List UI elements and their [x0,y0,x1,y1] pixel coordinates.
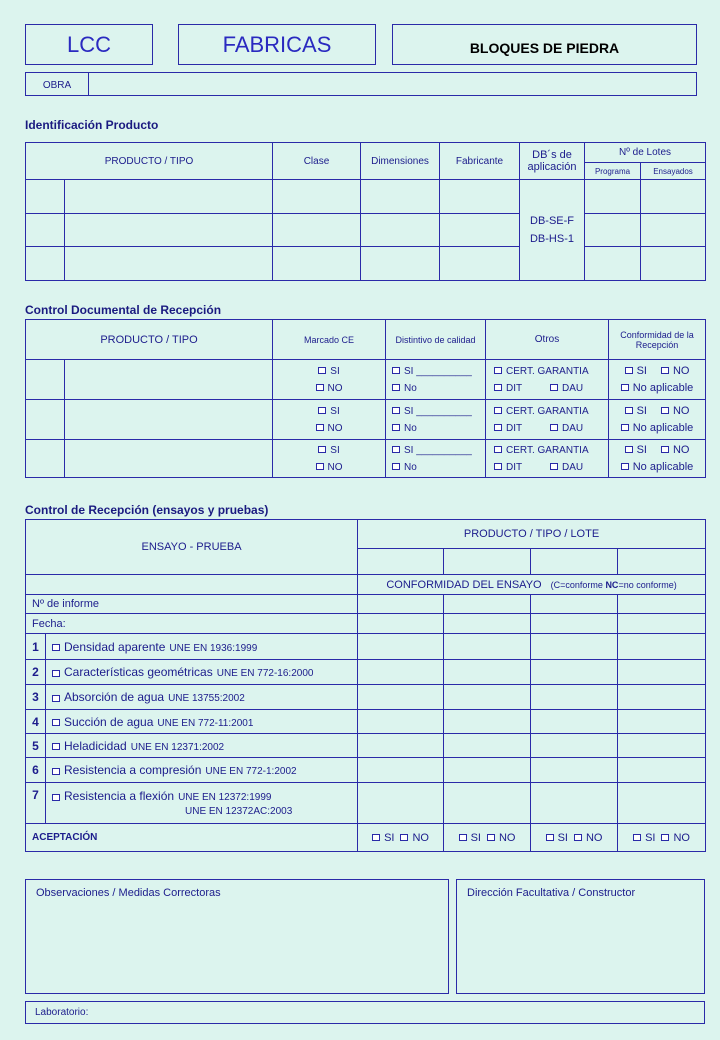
db-hs-1: DB-HS-1 [529,233,574,245]
test-name[interactable]: Heladicidad UNE EN 12371:2002 [46,734,358,758]
informe-cell[interactable] [618,595,706,614]
marcado-no[interactable]: NO [273,420,385,437]
producto-cell[interactable] [65,360,273,400]
marcado-si[interactable]: SI [273,403,385,420]
test-number: 3 [26,685,46,710]
test-name[interactable]: Resistencia a flexión UNE EN 12372:1999 UNE EN 12372AC:2003 [46,783,358,824]
col-producto-tipo: PRODUCTO / TIPO [26,143,273,180]
conformidad-spacer [26,575,358,595]
test-name[interactable]: Densidad aparente UNE EN 1936:1999 [46,634,358,660]
doc-row [26,440,706,478]
marcado-no[interactable]: NO [273,459,385,476]
db-se-f: DB-SE-F [530,215,574,227]
col-dimensiones: Dimensiones [361,143,440,180]
test-number: 1 [26,634,46,660]
test-row [26,734,706,758]
test-cell[interactable] [444,660,531,685]
id-cell[interactable] [26,360,65,400]
ensayados-cell[interactable] [641,214,706,247]
aceptacion-si[interactable]: SI [459,832,481,844]
conformidad-options [609,440,706,478]
obra-field[interactable] [25,72,697,96]
test-number: 4 [26,710,46,734]
conformidad-si[interactable]: SI [625,365,647,377]
test-cell[interactable] [531,660,618,685]
test-number: 7 [26,783,46,824]
test-cell[interactable] [618,783,706,824]
distintivo-si[interactable]: SI __________ [392,403,485,420]
conformidad-si[interactable]: SI [625,444,647,456]
clase-cell[interactable] [273,247,361,281]
conformidad-ensayo: CONFORMIDAD DEL ENSAYO (C=conforme NC=no conforme) [358,575,706,595]
otros-cert[interactable]: CERT. GARANTIA [494,442,608,459]
conformidad-no-aplicable[interactable]: No aplicable [609,420,705,437]
lcc-title: LCC [25,24,153,65]
test-name[interactable]: Absorción de agua UNE 13755:2002 [46,685,358,710]
test-cell[interactable] [531,685,618,710]
test-name[interactable]: Características geométricas UNE EN 772-16:2000 [46,660,358,685]
doc-row [26,400,706,440]
aceptacion-no[interactable]: NO [574,832,603,844]
ensayados-cell[interactable] [641,180,706,214]
test-row [26,685,706,710]
fabricante-cell[interactable] [440,247,520,281]
programa-cell[interactable] [585,247,641,281]
test-cell[interactable] [358,734,444,758]
aceptacion-no[interactable]: NO [661,832,690,844]
col-dbs: DB´s de aplicación [520,143,585,180]
conformidad-options [609,360,706,400]
col-producto-tipo: PRODUCTO / TIPO [26,320,273,360]
col-producto-tipo-lote: PRODUCTO / TIPO / LOTE [358,520,706,549]
distintivo-si[interactable]: SI __________ [392,363,485,380]
marcado-si[interactable]: SI [273,363,385,380]
test-cell[interactable] [618,660,706,685]
aceptacion-options [618,824,706,852]
otros-dit[interactable]: DIT [494,380,550,397]
test-cell[interactable] [444,685,531,710]
fecha-cell[interactable] [618,614,706,634]
obra-label: OBRA [26,73,89,95]
otros-options [486,360,609,400]
lote-cell[interactable] [618,549,706,575]
otros-options [486,440,609,478]
test-cell[interactable] [358,758,444,783]
otros-dit[interactable]: DIT [494,420,550,437]
test-number: 5 [26,734,46,758]
distintivo-no[interactable]: No [392,459,485,476]
conformidad-no-aplicable[interactable]: No aplicable [609,380,705,397]
test-cell[interactable] [444,783,531,824]
id-cell[interactable] [26,247,65,281]
fecha-label: Fecha: [26,614,358,634]
aceptacion-options [358,824,444,852]
aceptacion-label: ACEPTACIÓN [26,824,358,852]
conformidad-no[interactable]: NO [661,405,690,417]
test-name[interactable]: Resistencia a compresión UNE EN 772-1:2002 [46,758,358,783]
lote-cell[interactable] [444,549,531,575]
test-cell[interactable] [358,783,444,824]
test-cell[interactable] [358,685,444,710]
aceptacion-options [531,824,618,852]
conformidad-si[interactable]: SI [625,405,647,417]
test-cell[interactable] [358,634,444,660]
otros-dau[interactable]: DAU [550,423,583,434]
test-cell[interactable] [618,734,706,758]
otros-cert[interactable]: CERT. GARANTIA [494,403,608,420]
direccion-label: Dirección Facultativa / Constructor [467,887,636,899]
aceptacion-si[interactable]: SI [372,832,394,844]
conformidad-no[interactable]: NO [661,444,690,456]
control-recepcion-table [25,519,706,852]
ensayados-cell[interactable] [641,247,706,281]
dimensiones-cell[interactable] [361,247,440,281]
distintivo-options [386,400,486,440]
aceptacion-no[interactable]: NO [400,832,429,844]
marcado-options [273,440,386,478]
col-distintivo: Distintivo de calidad [386,320,486,360]
col-ensayados: Ensayados [641,163,706,180]
aceptacion-no[interactable]: NO [487,832,516,844]
distintivo-no[interactable]: No [392,420,485,437]
col-marcado-ce: Marcado CE [273,320,386,360]
lote-cell[interactable] [531,549,618,575]
test-cell[interactable] [618,685,706,710]
fabricas-title: FABRICAS [178,24,376,65]
col-conformidad: Conformidad de la Recepción [609,320,706,360]
id-cell[interactable] [26,440,65,478]
test-cell[interactable] [531,758,618,783]
test-cell[interactable] [444,758,531,783]
test-cell[interactable] [531,734,618,758]
laboratorio-box[interactable] [25,1001,705,1024]
conformidad-no[interactable]: NO [661,365,690,377]
test-number: 6 [26,758,46,783]
conformidad-options [609,400,706,440]
test-cell[interactable] [444,710,531,734]
col-fabricante: Fabricante [440,143,520,180]
control-recepcion-title: Control de Recepción (ensayos y pruebas) [25,503,269,517]
conformidad-no-aplicable[interactable]: No aplicable [609,459,705,476]
producto-cell[interactable] [65,180,273,214]
test-cell[interactable] [531,783,618,824]
id-cell[interactable] [26,180,65,214]
observaciones-box[interactable] [25,879,449,994]
observaciones-label: Observaciones / Medidas Correctoras [36,887,221,899]
test-cell[interactable] [358,710,444,734]
col-lotes: Nº de Lotes [585,143,706,163]
otros-dau[interactable]: DAU [550,462,583,473]
aceptacion-row [26,824,706,852]
aceptacion-options [444,824,531,852]
dbs-cell [520,180,585,281]
test-row [26,710,706,734]
fabricante-cell[interactable] [440,214,520,247]
informe-cell[interactable] [531,595,618,614]
doc-row [26,360,706,400]
col-otros: Otros [486,320,609,360]
informe-label: Nº de informe [26,595,358,614]
dimensiones-cell[interactable] [361,180,440,214]
test-cell[interactable] [531,710,618,734]
otros-dit[interactable]: DIT [494,459,550,476]
producto-cell[interactable] [65,400,273,440]
test-row [26,758,706,783]
lote-cell[interactable] [358,549,444,575]
distintivo-si[interactable]: SI __________ [392,442,485,459]
distintivo-options [386,440,486,478]
test-row [26,660,706,685]
marcado-options [273,400,386,440]
marcado-si[interactable]: SI [273,442,385,459]
aceptacion-si[interactable]: SI [633,832,655,844]
direccion-box[interactable] [456,879,705,994]
otros-cert[interactable]: CERT. GARANTIA [494,363,608,380]
page-title: BLOQUES DE PIEDRA [392,24,697,65]
test-row [26,634,706,660]
control-documental-table [25,319,706,478]
fecha-cell[interactable] [531,614,618,634]
id-cell[interactable] [26,214,65,247]
id-cell[interactable] [26,400,65,440]
marcado-options [273,360,386,400]
col-clase: Clase [273,143,361,180]
fecha-cell[interactable] [444,614,531,634]
test-row [26,783,706,824]
programa-cell[interactable] [585,180,641,214]
producto-cell[interactable] [65,247,273,281]
test-cell[interactable] [618,634,706,660]
otros-options [486,400,609,440]
test-cell[interactable] [531,634,618,660]
test-name[interactable]: Succión de agua UNE EN 772-11:2001 [46,710,358,734]
control-documental-title: Control Documental de Recepción [25,303,222,317]
aceptacion-si[interactable]: SI [546,832,568,844]
marcado-no[interactable]: NO [273,380,385,397]
col-ensayo-prueba: ENSAYO - PRUEBA [26,520,358,575]
test-cell[interactable] [618,710,706,734]
informe-cell[interactable] [358,595,444,614]
test-cell[interactable] [618,758,706,783]
clase-cell[interactable] [273,180,361,214]
identificacion-table [25,142,706,281]
col-programa: Programa [585,163,641,180]
fecha-cell[interactable] [358,614,444,634]
producto-cell[interactable] [65,440,273,478]
clase-cell[interactable] [273,214,361,247]
distintivo-no[interactable]: No [392,380,485,397]
test-cell[interactable] [358,660,444,685]
laboratorio-label: Laboratorio: [35,1007,89,1018]
dimensiones-cell[interactable] [361,214,440,247]
distintivo-options [386,360,486,400]
producto-cell[interactable] [65,214,273,247]
identificacion-title: Identificación Producto [25,118,159,132]
informe-cell[interactable] [444,595,531,614]
fabricante-cell[interactable] [440,180,520,214]
otros-dau[interactable]: DAU [550,383,583,394]
programa-cell[interactable] [585,214,641,247]
test-cell[interactable] [444,634,531,660]
test-cell[interactable] [444,734,531,758]
test-number: 2 [26,660,46,685]
